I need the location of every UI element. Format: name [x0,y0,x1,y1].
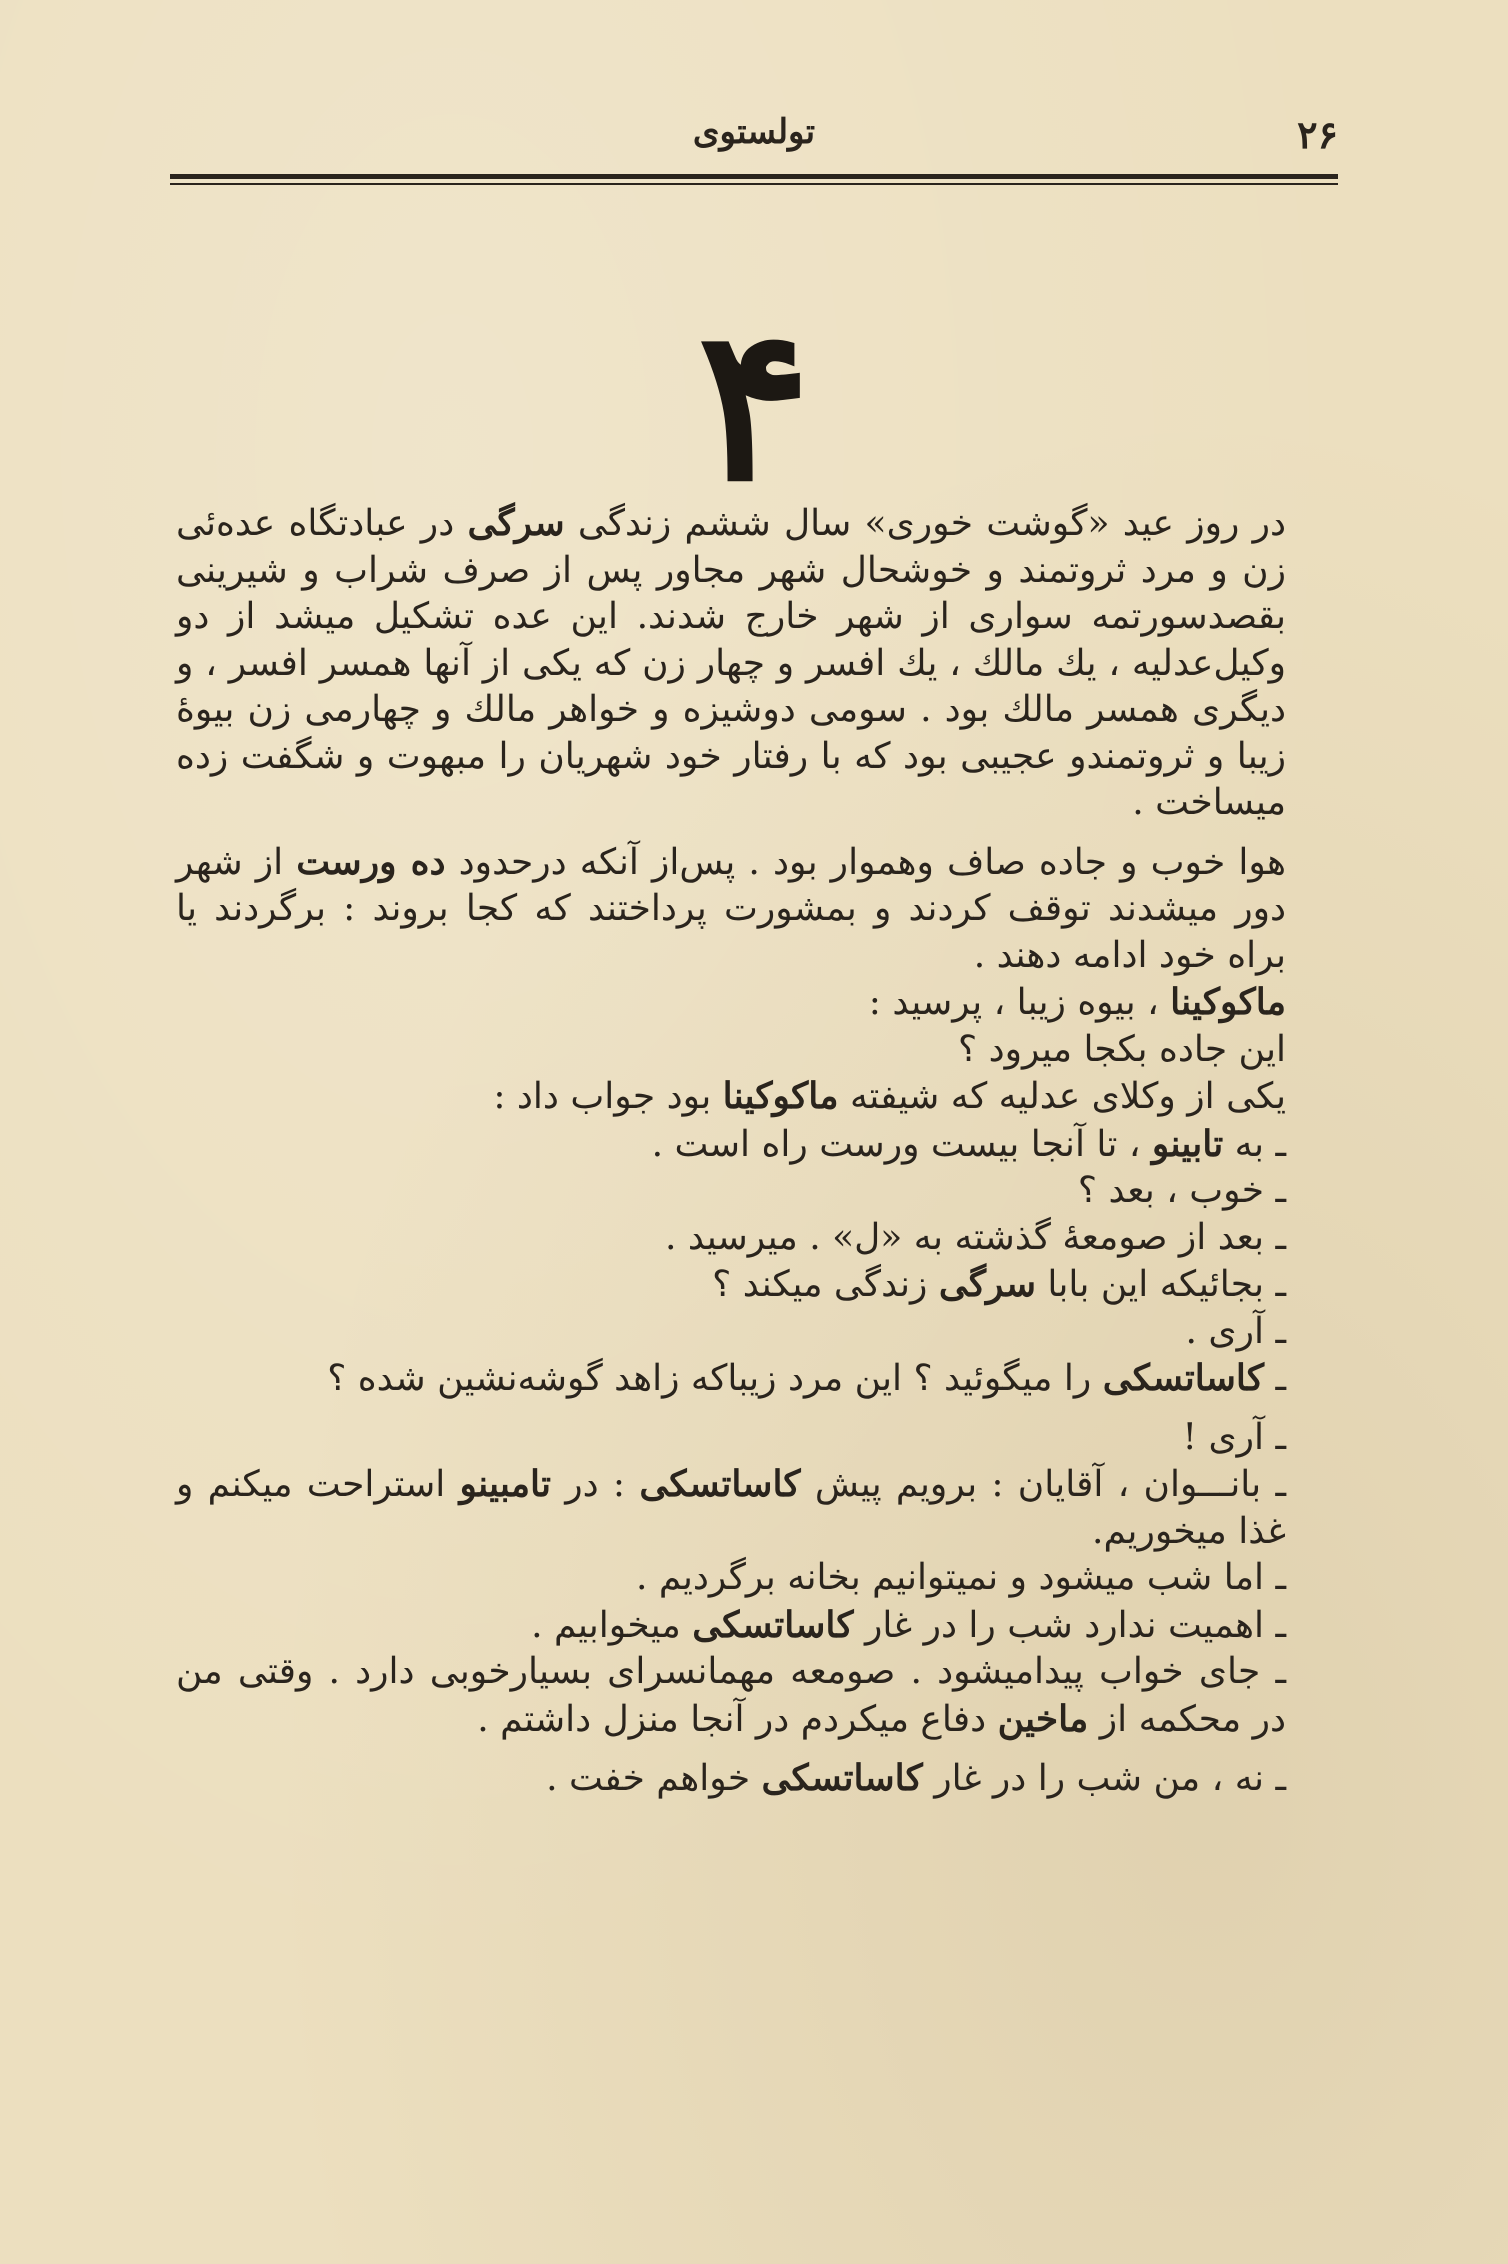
dialogue-line [176,1649,1342,1743]
text-run: زندگی میکند ؟ [712,1264,939,1305]
dialogue-line: ـ خوب ، بعد ؟ [1077,1170,1286,1211]
dialogue-line [176,1602,1342,1650]
name-kasatsky: کاساتسکی [1102,1357,1264,1399]
name-makhin: ماخین [997,1697,1089,1740]
text-run: ـ بجائیکه این بابا [1035,1264,1286,1305]
dialogue-line [176,1461,1342,1555]
text-run: ، بیوه زیبا ، پرسید : [868,982,1171,1023]
text-run: ـ اهمیت ندارد شب را در غار [853,1604,1286,1646]
dialogue-line: ـ آری . [1185,1310,1286,1352]
text-run: را میگوئید ؟ این مرد زیباکه زاهد گوشه‌نشین شده ؟ [327,1358,1103,1399]
paragraph-3 [176,979,1342,1027]
header-rule-thin [170,183,1338,185]
dialogue-line: ـ بعد از صومعهٔ گذشته به «ل» . میرسید . [664,1216,1286,1258]
header-rule-thick [170,174,1338,179]
name-kasatsky: کاساتسکی [639,1463,801,1505]
page-number: ۲۶ [1297,112,1338,157]
name-sergei: سرگی [938,1263,1036,1305]
name-kasatsky: کاساتسکی [692,1603,854,1646]
text-run: از شهر دور میشدند توقف کردند و بمشورت پرداختند که کجا بروند : برگردند یا براه خود ادامه دهند . [176,841,1286,976]
text-run: : در [550,1464,640,1505]
dialogue-line [176,1355,1342,1403]
dialogue-line [176,1261,1342,1309]
paragraph-1 [176,500,1342,827]
text-run: ـ به [1223,1123,1286,1165]
text-run: یکی از وکلای عدلیه که شیفته [838,1076,1286,1117]
place-tambino: تامبینو [459,1463,551,1505]
paragraph-5 [176,1073,1342,1121]
page-header [170,112,1338,172]
text-run: ، تا آنجا بیست ورست راه است . [651,1123,1152,1165]
text-run: بود جواب داد : [493,1076,723,1117]
text-run: ـ نه ، من شب را در غار [922,1758,1286,1799]
place-tabino: تابینو [1151,1122,1224,1165]
text-run: خواهم خفت . [546,1758,762,1799]
dialogue-line: ـ اما شب میشود و نمیتوانیم بخانه برگردیم . [635,1557,1286,1598]
text-run: هوا خوب و جاده صاف وهموار بود . پس‌از آنکه درحدود [445,841,1286,883]
dialogue-line: ـ آری ! [1182,1416,1286,1458]
paragraph-2 [176,839,1342,980]
dialogue-line [176,1121,1342,1169]
text-run: ـ [1264,1358,1286,1399]
body-text [176,500,1342,1803]
chapter-number: ۴ [697,281,811,528]
name-kasatsky: کاساتسکی [761,1757,923,1799]
term-verst: ده ورست [296,840,446,883]
text-run: در روز عید «گوشت خوری» سال ششم زندگی [564,503,1287,544]
text-run: ـ بانـــوان ، آقایان : برویم پیش [800,1464,1287,1505]
name-makovkina: ماکوکینا [1170,981,1286,1023]
text-run: ـ جای خواب پیدامیشود . صومعه مهمانسرای بسیارخوبی دارد . وقتی من در محکمه از [176,1651,1286,1740]
text-run: در عبادتگاه عده‌ئی زن و مرد ثروتمند و خوشحال شهر مجاور پس از صرف شراب و شیرینی بقصدسورتمه سواری از شهر خارج شدند. این عده تشکیل میشد از دو وکیل‌عدلیه ، یك مالك ، یك افسر و چهار زن که یکی از آنها همسر افسر ، و دیگری همسر مالك بود . سومی دوشیزه و خواهر مالك و چهارمی زن بیوهٔ زیبا و ثروتمندو عجیبی بود که با رفتار خود شهریان را مبهوت و شگفت زده میساخت . [176,503,1286,823]
text-run: دفاع میکردم در آنجا منزل داشتم . [477,1698,998,1740]
paragraph-4: این جاده بکجا میرود ؟ [958,1028,1286,1070]
text-run: استراحت میکنم و غذا میخوریم. [176,1464,1286,1552]
running-title: تولستوی [692,112,816,152]
dialogue-line [176,1755,1342,1803]
name-makovkina: ماکوکینا [722,1075,839,1117]
name-sergei: سرگی [467,502,565,544]
text-run: میخوابیم . [531,1604,693,1646]
